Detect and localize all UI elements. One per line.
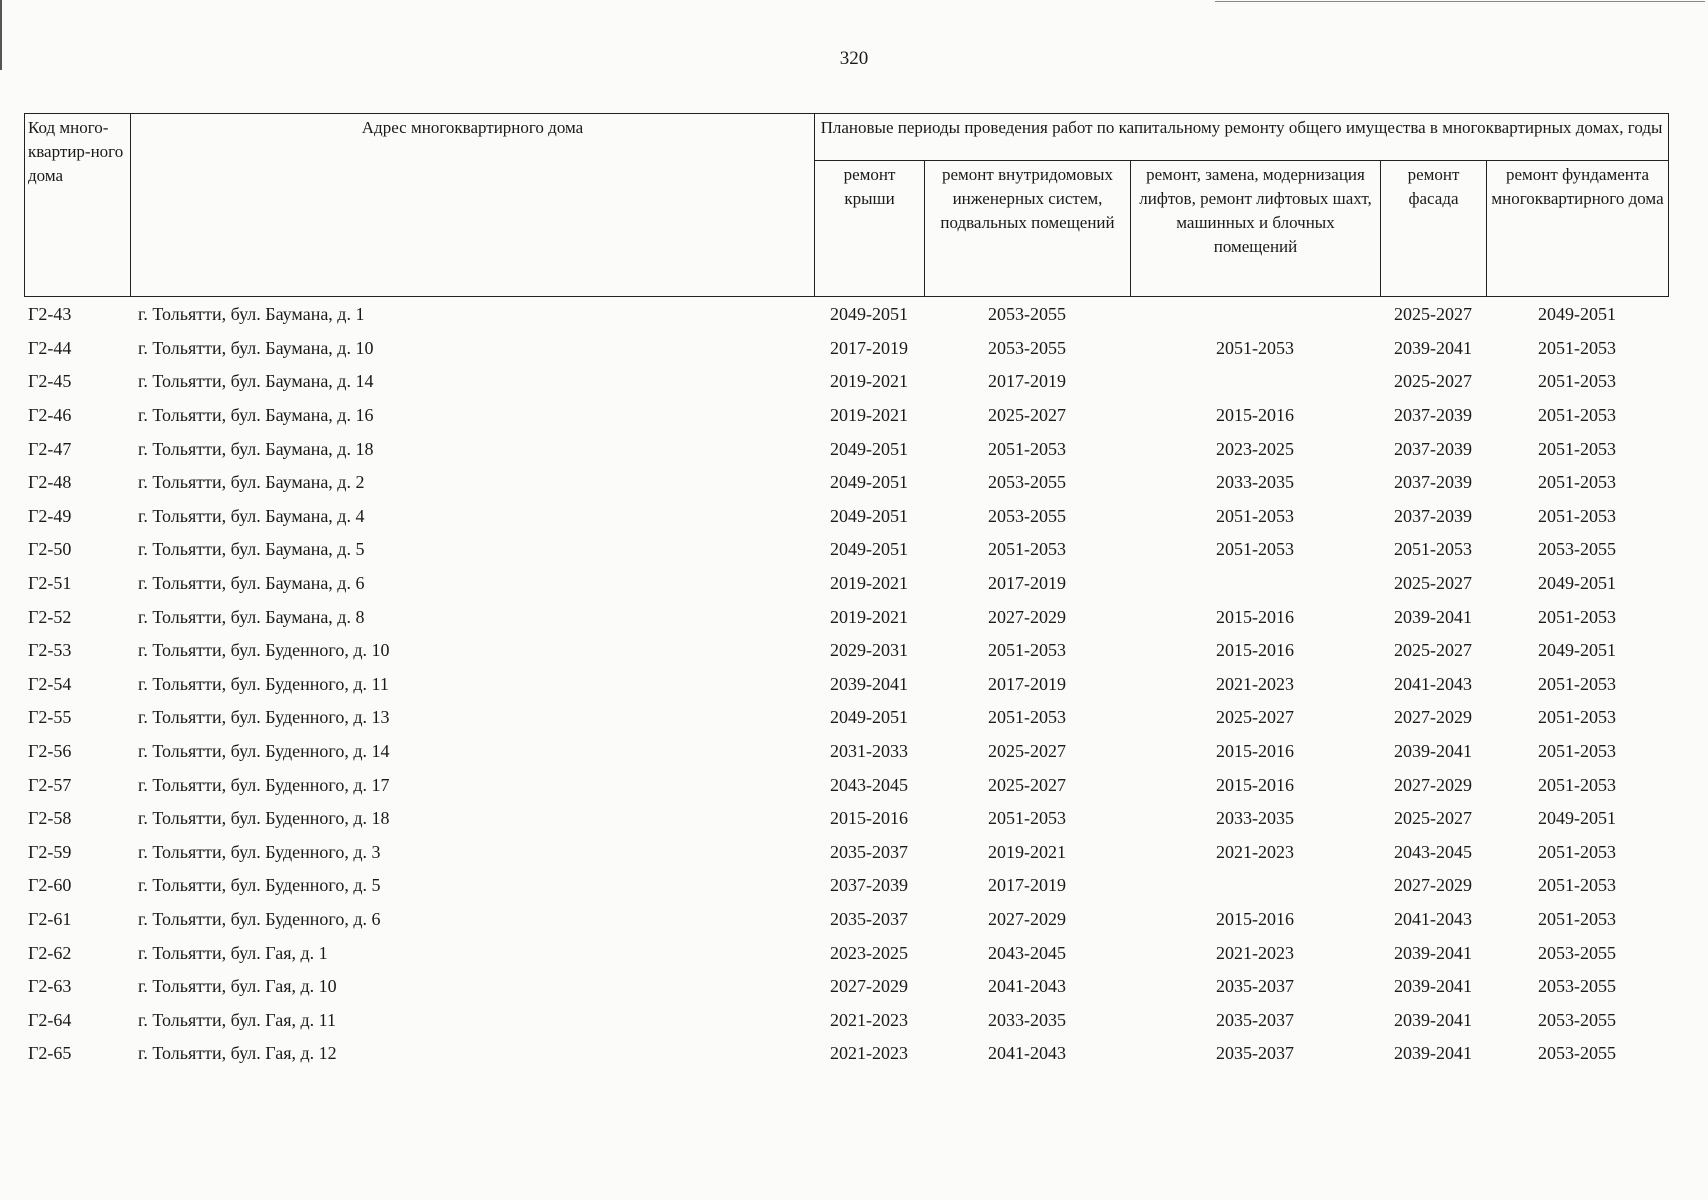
- cell-roof: 2027-2029: [830, 976, 908, 997]
- cell-address: г. Тольятти, бул. Буденного, д. 17: [138, 774, 390, 795]
- table-row: [24, 298, 1668, 332]
- cell-roof: 2037-2039: [830, 875, 908, 896]
- cell-elevators: 2051-2053: [1216, 337, 1294, 358]
- cell-elevators: 2025-2027: [1216, 707, 1294, 728]
- cell-foundation: 2051-2053: [1538, 841, 1616, 862]
- cell-address: г. Тольятти, бул. Гая, д. 10: [138, 976, 337, 997]
- cell-roof: 2015-2016: [830, 808, 908, 829]
- table-row: [24, 802, 1668, 836]
- cell-address: г. Тольятти, бул. Гая, д. 1: [138, 942, 328, 963]
- cell-elevators: [1130, 567, 1380, 601]
- cell-code: Г2-45: [28, 371, 72, 392]
- cell-address: г. Тольятти, бул. Баумана, д. 16: [138, 405, 374, 426]
- cell-engineering: 2025-2027: [988, 405, 1066, 426]
- cell-code: Г2-59: [28, 841, 72, 862]
- cell-engineering: 2017-2019: [988, 371, 1066, 392]
- cell-foundation: 2051-2053: [1538, 673, 1616, 694]
- table-row: [24, 903, 1668, 937]
- cell-engineering: 2053-2055: [988, 505, 1066, 526]
- cell-engineering: 2053-2055: [988, 472, 1066, 493]
- cell-elevators: 2015-2016: [1216, 405, 1294, 426]
- cell-address: г. Тольятти, бул. Буденного, д. 5: [138, 875, 381, 896]
- cell-roof: 2043-2045: [830, 774, 908, 795]
- cell-code: Г2-46: [28, 405, 72, 426]
- cell-roof: 2023-2025: [830, 942, 908, 963]
- cell-engineering: 2017-2019: [988, 875, 1066, 896]
- cell-facade: 2041-2043: [1394, 908, 1472, 929]
- cell-address: г. Тольятти, бул. Буденного, д. 18: [138, 808, 390, 829]
- cell-roof: 2049-2051: [830, 505, 908, 526]
- cell-roof: 2049-2051: [830, 438, 908, 459]
- cell-engineering: 2051-2053: [988, 438, 1066, 459]
- cell-code: Г2-47: [28, 438, 72, 459]
- cell-code: Г2-54: [28, 673, 72, 694]
- cell-engineering: 2025-2027: [988, 774, 1066, 795]
- header-code: Код много-квартир-ного дома: [25, 114, 131, 297]
- cell-facade: 2041-2043: [1394, 673, 1472, 694]
- table-row: [24, 567, 1668, 601]
- table-row: [24, 735, 1668, 769]
- cell-address: г. Тольятти, бул. Буденного, д. 13: [138, 707, 390, 728]
- cell-foundation: 2051-2053: [1538, 505, 1616, 526]
- cell-facade: 2025-2027: [1394, 573, 1472, 594]
- cell-engineering: 2053-2055: [988, 337, 1066, 358]
- cell-engineering: 2027-2029: [988, 606, 1066, 627]
- table-row: [24, 365, 1668, 399]
- table-row: [24, 432, 1668, 466]
- cell-facade: 2027-2029: [1394, 707, 1472, 728]
- cell-roof: 2049-2051: [830, 539, 908, 560]
- cell-facade: 2027-2029: [1394, 875, 1472, 896]
- cell-code: Г2-48: [28, 472, 72, 493]
- cell-code: Г2-49: [28, 505, 72, 526]
- cell-code: Г2-60: [28, 875, 72, 896]
- cell-facade: 2037-2039: [1394, 438, 1472, 459]
- cell-roof: 2035-2037: [830, 908, 908, 929]
- cell-roof: 2019-2021: [830, 405, 908, 426]
- cell-elevators: [1130, 365, 1380, 399]
- cell-facade: 2037-2039: [1394, 472, 1472, 493]
- cell-roof: 2031-2033: [830, 741, 908, 762]
- cell-engineering: 2043-2045: [988, 942, 1066, 963]
- cell-elevators: 2015-2016: [1216, 908, 1294, 929]
- cell-foundation: 2053-2055: [1538, 539, 1616, 560]
- cell-roof: 2039-2041: [830, 673, 908, 694]
- header-elevators: ремонт, замена, модернизация лифтов, ремонт лифтовых шахт, машинных и блочных помещений: [1131, 161, 1381, 297]
- cell-code: Г2-56: [28, 741, 72, 762]
- cell-elevators: [1130, 869, 1380, 903]
- cell-elevators: 2015-2016: [1216, 741, 1294, 762]
- cell-facade: 2039-2041: [1394, 741, 1472, 762]
- table-row: [24, 1003, 1668, 1037]
- cell-address: г. Тольятти, бул. Баумана, д. 14: [138, 371, 374, 392]
- cell-foundation: 2051-2053: [1538, 875, 1616, 896]
- cell-code: Г2-52: [28, 606, 72, 627]
- table-row: [24, 634, 1668, 668]
- cell-facade: 2039-2041: [1394, 942, 1472, 963]
- cell-engineering: 2017-2019: [988, 673, 1066, 694]
- cell-code: Г2-43: [28, 304, 72, 325]
- cell-facade: 2039-2041: [1394, 606, 1472, 627]
- cell-roof: 2017-2019: [830, 337, 908, 358]
- cell-elevators: 2035-2037: [1216, 976, 1294, 997]
- table-row: [24, 500, 1668, 534]
- cell-engineering: 2051-2053: [988, 539, 1066, 560]
- cell-foundation: 2051-2053: [1538, 707, 1616, 728]
- cell-engineering: 2041-2043: [988, 1043, 1066, 1064]
- cell-foundation: 2049-2051: [1538, 640, 1616, 661]
- header-foundation: ремонт фундамента многоквартирного дома: [1487, 161, 1669, 297]
- cell-engineering: 2051-2053: [988, 707, 1066, 728]
- cell-elevators: 2021-2023: [1216, 841, 1294, 862]
- table-row: [24, 836, 1668, 870]
- cell-engineering: 2053-2055: [988, 304, 1066, 325]
- table-row: [24, 869, 1668, 903]
- cell-foundation: 2051-2053: [1538, 337, 1616, 358]
- cell-address: г. Тольятти, бул. Буденного, д. 10: [138, 640, 390, 661]
- cell-foundation: 2051-2053: [1538, 908, 1616, 929]
- table-row: [24, 533, 1668, 567]
- table-row: [24, 332, 1668, 366]
- cell-foundation: 2053-2055: [1538, 1043, 1616, 1064]
- cell-code: Г2-53: [28, 640, 72, 661]
- cell-address: г. Тольятти, бул. Буденного, д. 11: [138, 673, 389, 694]
- header-roof: ремонт крыши: [815, 161, 925, 297]
- cell-address: г. Тольятти, бул. Баумана, д. 6: [138, 573, 365, 594]
- cell-facade: 2027-2029: [1394, 774, 1472, 795]
- cell-facade: 2025-2027: [1394, 640, 1472, 661]
- table-body: [24, 298, 1668, 1071]
- cell-roof: 2019-2021: [830, 606, 908, 627]
- header-address: Адрес многоквартирного дома: [131, 114, 815, 297]
- cell-roof: 2035-2037: [830, 841, 908, 862]
- header-engineering: ремонт внутридомовых инженерных систем, подвальных помещений: [925, 161, 1131, 297]
- cell-elevators: 2051-2053: [1216, 505, 1294, 526]
- table-row: [24, 399, 1668, 433]
- cell-roof: 2049-2051: [830, 472, 908, 493]
- cell-engineering: 2027-2029: [988, 908, 1066, 929]
- cell-code: Г2-62: [28, 942, 72, 963]
- cell-code: Г2-63: [28, 976, 72, 997]
- cell-address: г. Тольятти, бул. Баумана, д. 1: [138, 304, 365, 325]
- cell-elevators: 2021-2023: [1216, 942, 1294, 963]
- cell-elevators: 2033-2035: [1216, 472, 1294, 493]
- cell-address: г. Тольятти, бул. Баумана, д. 2: [138, 472, 365, 493]
- table-row: [24, 768, 1668, 802]
- cell-roof: 2019-2021: [830, 371, 908, 392]
- cell-foundation: 2051-2053: [1538, 741, 1616, 762]
- cell-facade: 2039-2041: [1394, 1009, 1472, 1030]
- table-header: [24, 113, 1669, 297]
- cell-address: г. Тольятти, бул. Баумана, д. 5: [138, 539, 365, 560]
- table-row: [24, 600, 1668, 634]
- cell-facade: 2037-2039: [1394, 405, 1472, 426]
- cell-facade: 2025-2027: [1394, 808, 1472, 829]
- cell-code: Г2-50: [28, 539, 72, 560]
- header-facade: ремонт фасада: [1381, 161, 1487, 297]
- cell-foundation: 2049-2051: [1538, 304, 1616, 325]
- cell-roof: 2019-2021: [830, 573, 908, 594]
- cell-foundation: 2051-2053: [1538, 472, 1616, 493]
- cell-address: г. Тольятти, бул. Буденного, д. 14: [138, 741, 390, 762]
- cell-roof: 2049-2051: [830, 304, 908, 325]
- cell-code: Г2-61: [28, 908, 72, 929]
- cell-address: г. Тольятти, бул. Баумана, д. 18: [138, 438, 374, 459]
- cell-address: г. Тольятти, бул. Гая, д. 11: [138, 1009, 336, 1030]
- cell-roof: 2049-2051: [830, 707, 908, 728]
- cell-code: Г2-55: [28, 707, 72, 728]
- cell-address: г. Тольятти, бул. Баумана, д. 4: [138, 505, 365, 526]
- cell-elevators: 2051-2053: [1216, 539, 1294, 560]
- cell-address: г. Тольятти, бул. Баумана, д. 8: [138, 606, 365, 627]
- cell-foundation: 2051-2053: [1538, 371, 1616, 392]
- table-row: [24, 936, 1668, 970]
- scan-edge-top: [1215, 1, 1705, 2]
- cell-elevators: 2035-2037: [1216, 1043, 1294, 1064]
- cell-facade: 2043-2045: [1394, 841, 1472, 862]
- cell-address: г. Тольятти, бул. Буденного, д. 3: [138, 841, 381, 862]
- cell-elevators: 2015-2016: [1216, 640, 1294, 661]
- cell-code: Г2-58: [28, 808, 72, 829]
- cell-engineering: 2019-2021: [988, 841, 1066, 862]
- cell-roof: 2029-2031: [830, 640, 908, 661]
- cell-code: Г2-57: [28, 774, 72, 795]
- cell-address: г. Тольятти, бул. Гая, д. 12: [138, 1043, 337, 1064]
- cell-engineering: 2025-2027: [988, 741, 1066, 762]
- cell-roof: 2021-2023: [830, 1009, 908, 1030]
- cell-facade: 2039-2041: [1394, 976, 1472, 997]
- cell-code: Г2-44: [28, 337, 72, 358]
- cell-roof: 2021-2023: [830, 1043, 908, 1064]
- table-row: [24, 668, 1668, 702]
- cell-elevators: 2035-2037: [1216, 1009, 1294, 1030]
- cell-elevators: 2021-2023: [1216, 673, 1294, 694]
- table-row: [24, 1037, 1668, 1071]
- cell-elevators: 2015-2016: [1216, 606, 1294, 627]
- table-row: [24, 701, 1668, 735]
- cell-address: г. Тольятти, бул. Баумана, д. 10: [138, 337, 374, 358]
- cell-code: Г2-65: [28, 1043, 72, 1064]
- cell-elevators: 2033-2035: [1216, 808, 1294, 829]
- cell-facade: 2051-2053: [1394, 539, 1472, 560]
- cell-facade: 2037-2039: [1394, 505, 1472, 526]
- cell-engineering: 2051-2053: [988, 640, 1066, 661]
- cell-elevators: [1130, 298, 1380, 332]
- cell-foundation: 2053-2055: [1538, 1009, 1616, 1030]
- cell-facade: 2025-2027: [1394, 304, 1472, 325]
- cell-engineering: 2041-2043: [988, 976, 1066, 997]
- cell-code: Г2-64: [28, 1009, 72, 1030]
- cell-foundation: 2051-2053: [1538, 606, 1616, 627]
- table-row: [24, 970, 1668, 1004]
- header-work-periods: Плановые периоды проведения работ по капитальному ремонту общего имущества в многоквартирных домах, годы: [815, 114, 1669, 161]
- cell-facade: 2039-2041: [1394, 1043, 1472, 1064]
- page-number: 320: [839, 48, 869, 69]
- cell-address: г. Тольятти, бул. Буденного, д. 6: [138, 908, 381, 929]
- cell-elevators: 2015-2016: [1216, 774, 1294, 795]
- cell-foundation: 2051-2053: [1538, 774, 1616, 795]
- cell-foundation: 2051-2053: [1538, 405, 1616, 426]
- cell-engineering: 2051-2053: [988, 808, 1066, 829]
- cell-foundation: 2053-2055: [1538, 976, 1616, 997]
- table-row: [24, 466, 1668, 500]
- cell-engineering: 2033-2035: [988, 1009, 1066, 1030]
- cell-foundation: 2051-2053: [1538, 438, 1616, 459]
- cell-facade: 2039-2041: [1394, 337, 1472, 358]
- cell-foundation: 2049-2051: [1538, 573, 1616, 594]
- cell-engineering: 2017-2019: [988, 573, 1066, 594]
- cell-foundation: 2053-2055: [1538, 942, 1616, 963]
- cell-facade: 2025-2027: [1394, 371, 1472, 392]
- cell-foundation: 2049-2051: [1538, 808, 1616, 829]
- cell-elevators: 2023-2025: [1216, 438, 1294, 459]
- cell-code: Г2-51: [28, 573, 72, 594]
